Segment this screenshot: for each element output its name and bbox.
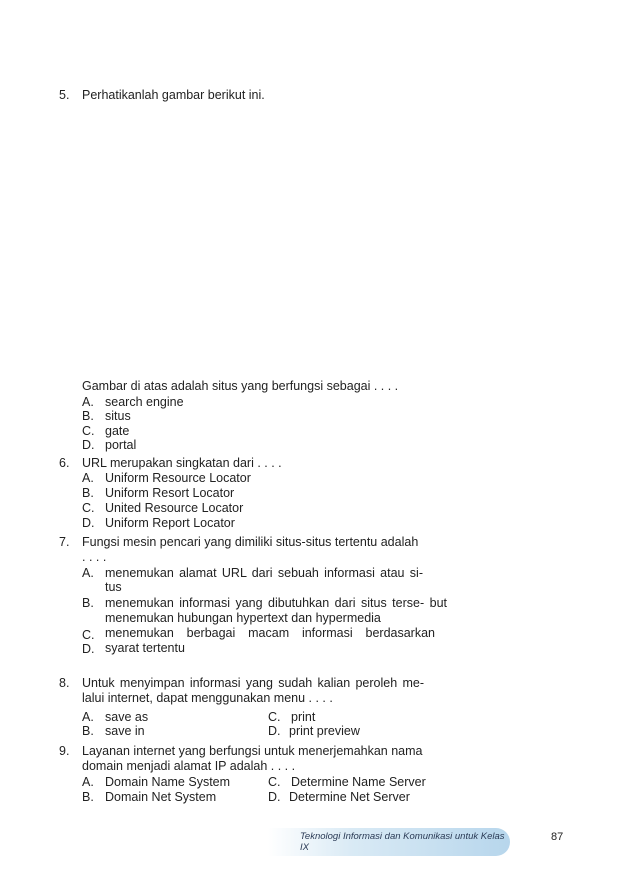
question-stem-continued: Gambar di atas adalah situs yang berfungsi sebagai . . . . bbox=[82, 379, 399, 393]
option-text: Uniform Resort Locator bbox=[105, 486, 235, 500]
option-letter: A. bbox=[82, 395, 94, 409]
option-letter: D. bbox=[82, 642, 95, 656]
question-stem-continued: . . . . bbox=[82, 550, 107, 564]
option-text: United Resource Locator bbox=[105, 501, 244, 515]
option-text: menemukan alamat URL dari sebuah informasi atau si- bbox=[105, 566, 423, 580]
option-text: print bbox=[291, 710, 316, 724]
image-area bbox=[82, 108, 502, 370]
option-letter: C. bbox=[82, 424, 95, 438]
option-text: menemukan berbagai macam informasi berdasarkan bbox=[105, 626, 435, 640]
page-number: 87 bbox=[551, 831, 564, 843]
option-letter: B. bbox=[82, 596, 94, 610]
option-letter: A. bbox=[82, 775, 94, 789]
question-number: 9. bbox=[59, 744, 70, 758]
option-letter: C. bbox=[268, 710, 281, 724]
option-letter: B. bbox=[82, 724, 94, 738]
question-stem-continued: domain menjadi alamat IP adalah . . . . bbox=[82, 759, 296, 773]
question-stem: Perhatikanlah gambar berikut ini. bbox=[82, 88, 265, 102]
option-text: Domain Net System bbox=[105, 790, 217, 804]
option-letter: C. bbox=[268, 775, 281, 789]
option-letter: D. bbox=[82, 516, 95, 530]
option-text: situs bbox=[105, 409, 131, 423]
option-text: save in bbox=[105, 724, 145, 738]
option-letter: D. bbox=[82, 438, 95, 452]
option-text: menemukan informasi yang dibutuhkan dari situs terse- but bbox=[105, 596, 447, 610]
option-text: gate bbox=[105, 424, 130, 438]
option-text: portal bbox=[105, 438, 137, 452]
option-letter: B. bbox=[82, 790, 94, 804]
option-text: Domain Name System bbox=[105, 775, 231, 789]
question-stem: URL merupakan singkatan dari . . . . bbox=[82, 456, 282, 470]
question-number: 5. bbox=[59, 88, 70, 102]
question-stem: Fungsi mesin pencari yang dimiliki situs-situs tertentu adalah bbox=[82, 535, 419, 549]
option-text: Determine Net Server bbox=[289, 790, 410, 804]
option-text: save as bbox=[105, 710, 149, 724]
question-number: 6. bbox=[59, 456, 70, 470]
option-text: print preview bbox=[289, 724, 360, 738]
option-letter: B. bbox=[82, 409, 94, 423]
footer-book-title: Teknologi Informasi dan Komunikasi untuk Kelas IX bbox=[300, 831, 505, 853]
option-text: Uniform Resource Locator bbox=[105, 471, 251, 485]
option-letter: C. bbox=[82, 628, 95, 642]
option-letter: A. bbox=[82, 471, 94, 485]
question-stem: Untuk menyimpan informasi yang sudah kalian peroleh me- bbox=[82, 676, 424, 690]
option-letter: C. bbox=[82, 501, 95, 515]
option-letter: A. bbox=[82, 566, 94, 580]
option-letter: D. bbox=[268, 790, 281, 804]
option-letter: D. bbox=[268, 724, 281, 738]
option-text-continued: menemukan hubungan hypertext dan hypermedia bbox=[105, 611, 381, 625]
option-text-continued: tus bbox=[105, 580, 122, 594]
option-letter: B. bbox=[82, 486, 94, 500]
question-number: 7. bbox=[59, 535, 70, 549]
option-letter: A. bbox=[82, 710, 94, 724]
option-text: search engine bbox=[105, 395, 184, 409]
option-text: syarat tertentu bbox=[105, 641, 185, 655]
question-number: 8. bbox=[59, 676, 70, 690]
option-text: Uniform Report Locator bbox=[105, 516, 235, 530]
question-stem: Layanan internet yang berfungsi untuk menerjemahkan nama bbox=[82, 744, 423, 758]
option-text: Determine Name Server bbox=[291, 775, 426, 789]
question-stem-continued: lalui internet, dapat menggunakan menu . . . . bbox=[82, 691, 333, 705]
